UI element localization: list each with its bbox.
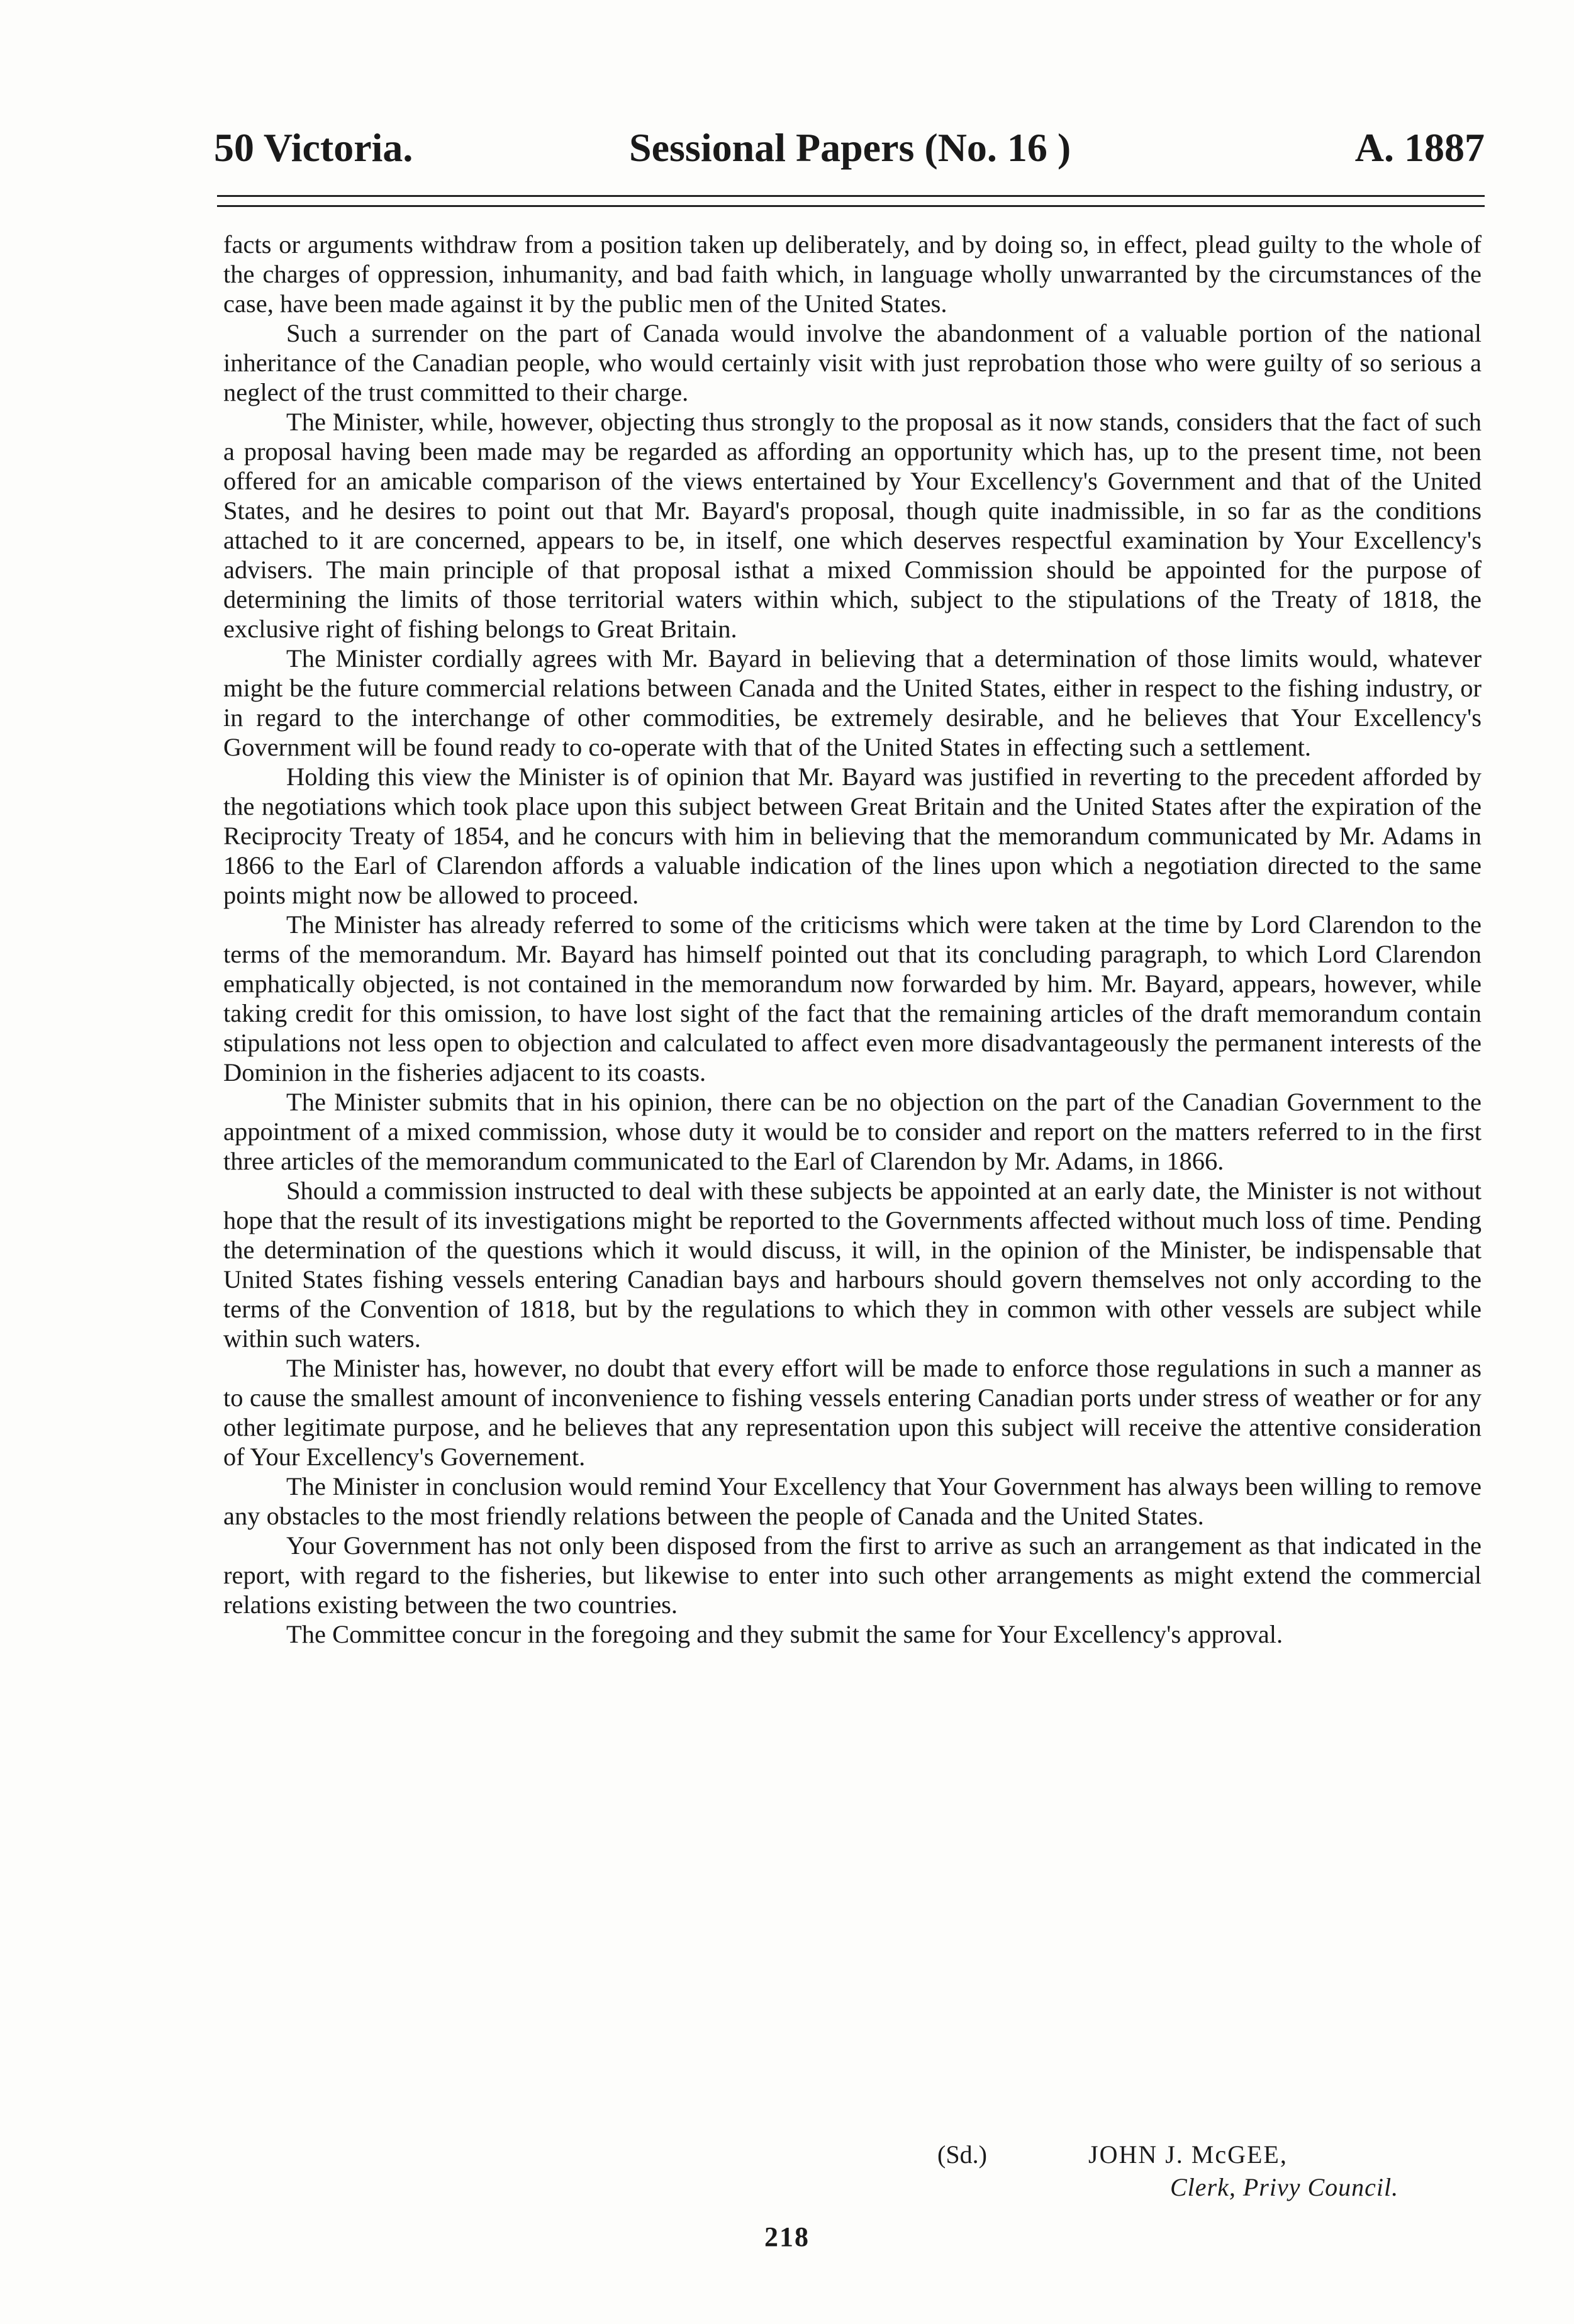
signature-name: JOHN J. McGEE,: [1088, 2140, 1288, 2169]
paragraph: Your Government has not only been disposed from the first to arrive as such an arrangement as that indicated in the report, with regard to the fisheries, but likewise to enter into such other arrangements as might extend the commercial relations existing between the two countries.: [223, 1531, 1482, 1619]
signature-sd: (Sd.): [937, 2140, 987, 2169]
paragraph: The Minister has, however, no doubt that every effort will be made to enforce those regulations in such a manner as to cause the smallest amount of inconvenience to fishing vessels entering Canadian ports under stress of weather or for any other legitimate purpose, and he believes that any representation upon this subject will receive the attentive consideration of Your Excellency's Governement.: [223, 1354, 1482, 1471]
paragraph-closing: The Committee concur in the foregoing and they submit the same for Your Excellency's approval.: [286, 1620, 1283, 1648]
paragraph: The Minister, while, however, objecting thus strongly to the proposal as it now stands, considers that the fact of such a proposal having been made may be regarded as affording an opportunity which has, up to the present time, not been offered for an amicable comparison of the views entertained by Your Excellency's Government and that of the United States, and he desires to point out that Mr. Bayard's proposal, though quite inadmissible, in so far as the conditions attached to it are concerned, appears to be, in itself, one which deserves respectful examination by Your Excellency's advisers. The main principle of that proposal isthat a mixed Commission should be appointed for the purpose of determining the limits of those territorial waters within which, subject to the stipulations of the Treaty of 1818, the exclusive right of fishing belongs to Great Britain.: [223, 408, 1482, 643]
header-session: 50 Victoria.: [214, 125, 413, 170]
paragraph: Such a surrender on the part of Canada would involve the abandonment of a valuable portion of the national inheritance of the Canadian people, who would certainly visit with just reprobation those who were guilty of so serious a neglect of the trust committed to their charge.: [223, 319, 1482, 406]
paragraph: The Minister cordially agrees with Mr. Bayard in believing that a determination of those limits would, whatever might be the future commercial relations between Canada and the United States, either in respect to the fishing industry, or in regard to the interchange of other commodities, be extremely desirable, and he believes that Your Excellency's Government will be found ready to co-operate with that of the United States in effecting such a settlement.: [223, 644, 1482, 761]
page-number: 218: [764, 2221, 810, 2252]
document-body: [223, 230, 1482, 1649]
page-header: [214, 120, 1485, 176]
header-title: Sessional Papers (No. 16 ): [629, 125, 1071, 170]
header-rule-top: [217, 195, 1485, 197]
signature-role: Clerk, Privy Council.: [1170, 2173, 1399, 2201]
paragraph: The Minister has already referred to some of the criticisms which were taken at the time by Lord Clarendon to the terms of the memorandum. Mr. Bayard has himself pointed out that its concluding paragraph, to which Lord Clarendon emphatically objected, is not contained in the memorandum now forwarded by him. Mr. Bayard, appears, however, while taking credit for this omission, to have lost sight of the fact that the remaining articles of the draft memorandum contain stipulations not less open to objection and calculated to affect even more disadvantageously the permanent interests of the Dominion in the fisheries adjacent to its coasts.: [223, 910, 1482, 1087]
paragraph-continuation: facts or arguments withdraw from a position taken up deliberately, and by doing so, in effect, plead guilty to the whole of the charges of oppression, inhumanity, and bad faith which, in language wholly unwarranted by the circumstances of the case, have been made against it by the public men of the United States.: [223, 230, 1482, 318]
paragraph: The Minister in conclusion would remind Your Excellency that Your Government has always been willing to remove any obstacles to the most friendly relations between the people of Canada and the United States.: [223, 1472, 1482, 1530]
header-rule-bottom: [217, 205, 1485, 207]
paragraph: The Minister submits that in his opinion, there can be no objection on the part of the Canadian Government to the appointment of a mixed commission, whose duty it would be to consider and report on the matters referred to in the first three articles of the memorandum communicated to the Earl of Clarendon by Mr. Adams, in 1866.: [223, 1088, 1482, 1175]
header-year: A. 1887: [1354, 125, 1485, 170]
paragraph: Holding this view the Minister is of opinion that Mr. Bayard was justified in reverting to the precedent afforded by the negotiations which took place upon this subject between Great Britain and the United States after the expiration of the Reciprocity Treaty of 1854, and he concurs with him in believing that the memorandum communicated by Mr. Adams in 1866 to the Earl of Clarendon affords a valuable indication of the lines upon which a negotiation directed to the same points might now be allowed to proceed.: [223, 763, 1482, 909]
paragraph: Should a commission instructed to deal with these subjects be appointed at an early date, the Minister is not without hope that the result of its investigations might be reported to the Governments affected without much loss of time. Pending the determination of the questions which it would discuss, it will, in the opinion of the Minister, be indispensable that United States fishing vessels entering Canadian bays and harbours should govern themselves not only according to the terms of the Convention of 1818, but by the regulations to which they in common with other vessels are subject while within such waters.: [223, 1176, 1482, 1353]
